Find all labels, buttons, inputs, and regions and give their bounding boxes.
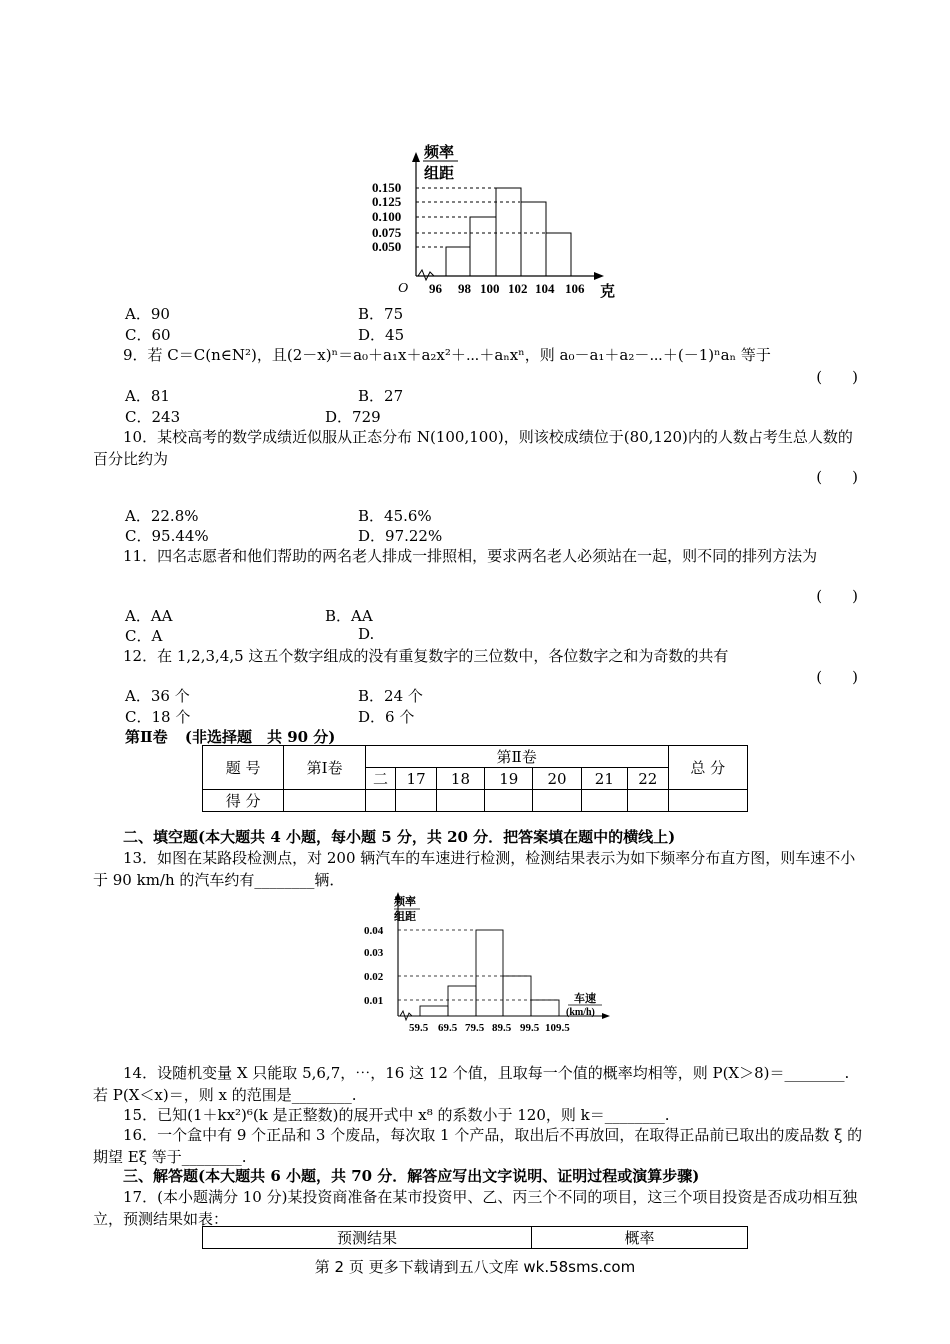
ylabel-bottom: 组距 <box>424 166 455 182</box>
section3-heading: 三、解答题(本大题共 6 小题，共 70 分．解答应写出文字说明、证明过程或演算步骤) <box>123 1167 700 1185</box>
ylabel-top: 频率 <box>394 896 416 908</box>
q14-stem: 14．设随机变量 X 只能取 5,6,7，⋯，16 这 12 个值，且取每一个值的概率均相等，则 P(X＞8)＝________.若 P(X＜x)＝，则 x 的范围是________. <box>93 1064 850 1104</box>
bar-96-98 <box>446 247 470 276</box>
q11-paren: ( ) <box>816 587 858 605</box>
prediction-table <box>202 1226 748 1249</box>
xtick: 98 <box>458 281 471 296</box>
ytick: 0.02 <box>364 971 384 983</box>
q11-stem: 11．四名志愿者和他们帮助的两名老人排成一排照相，要求两名老人必须站在一起，则不同的排列方法为 <box>123 547 818 565</box>
score-cell[interactable] <box>668 790 748 812</box>
score-sub: 二 <box>365 768 396 790</box>
q12-paren: ( ) <box>816 668 858 686</box>
score-th-juan1: 第Ⅰ卷 <box>284 746 365 790</box>
ylabel-top: 频率 <box>424 145 455 161</box>
q11-option-c: C．A <box>125 627 163 645</box>
q11-option-a: A．AA <box>125 607 173 625</box>
q10-option-d: D．97.22% <box>358 527 443 545</box>
origin-label: O <box>398 281 409 296</box>
ytick: 0.075 <box>372 225 402 240</box>
part2-title-b: (非选择题 共 90 分) <box>184 728 336 746</box>
q9-option-d: D．729 <box>325 408 381 426</box>
q9-option-b: B．27 <box>358 387 404 405</box>
bar-59-69 <box>420 1006 448 1016</box>
q8-option-a: A．90 <box>125 305 170 323</box>
q9-stem: 9．若 C＝C(n∈N²)，且(2－x)ⁿ＝a₀＋a₁x＋a₂x²＋⋯＋aₙxⁿ，则 a₀－a₁＋a₂－⋯＋(－1)ⁿaₙ 等于 <box>123 346 771 364</box>
bar-79-89 <box>476 930 503 1016</box>
q17-stem: 17．(本小题满分 10 分)某投资商准备在某市投资甲、乙、丙三个不同的项目，这三个项目投资是否成功相互独立，预测结果如表： <box>93 1188 858 1228</box>
page-footer: 第 2 页 更多下载请到五八文库 wk.58sms.com <box>314 1258 636 1276</box>
xtick: 100 <box>480 281 500 296</box>
ytick: 0.03 <box>364 947 384 959</box>
score-th-total: 总 分 <box>668 746 748 790</box>
score-cell[interactable] <box>365 790 396 812</box>
bar-99-109 <box>531 1000 559 1016</box>
q13-stem: 13．如图在某路段检测点，对 200 辆汽车的车速进行检测，检测结果表示为如下频率分布直方图，则车速不小于 90 km/h 的汽车约有________辆． <box>93 849 856 889</box>
bar-100-102 <box>496 188 521 276</box>
ylabel-bottom: 组距 <box>394 911 416 923</box>
ytick: 0.125 <box>372 194 402 209</box>
score-cell[interactable] <box>396 790 436 812</box>
score-sub: 22 <box>628 768 668 790</box>
xtick: 79.5 <box>465 1022 485 1034</box>
q16-stem: 16．一个盒中有 9 个正品和 3 个废品，每次取 1 个产品，取出后不再放回，在取得正品前已取出的废品数 ξ 的期望 Eξ 等于________. <box>93 1126 863 1166</box>
q12-option-a: A．36 个 <box>125 687 190 705</box>
ytick: 0.04 <box>364 925 384 937</box>
q8-option-b: B．75 <box>358 305 404 323</box>
xtick: 102 <box>508 281 528 296</box>
q15-stem: 15．已知(1＋kx²)⁶(k 是正整数)的展开式中 x⁸ 的系数小于 120，则 k＝________. <box>123 1106 670 1124</box>
pred-header-result: 预测结果 <box>203 1227 532 1249</box>
xlabel: 克 <box>600 284 616 300</box>
q12-option-d: D．6 个 <box>358 708 415 726</box>
score-sub: 19 <box>485 768 533 790</box>
q12-stem: 12．在 1,2,3,4,5 这五个数字组成的没有重复数字的三位数中，各位数字之和为奇数的共有 <box>123 647 729 665</box>
score-th-tihao: 题 号 <box>203 746 284 790</box>
score-row-defen: 得 分 <box>203 790 284 812</box>
q8-option-d: D．45 <box>358 326 405 344</box>
score-cell[interactable] <box>436 790 484 812</box>
q11-option-d: D. <box>358 625 375 643</box>
xtick: 69.5 <box>438 1022 458 1034</box>
score-cell[interactable] <box>533 790 581 812</box>
bar-69-79 <box>448 986 476 1016</box>
xtick: 104 <box>535 281 555 296</box>
q10-option-b: B．45.6% <box>358 507 432 525</box>
ytick: 0.050 <box>372 239 402 254</box>
q12-option-b: B．24 个 <box>358 687 423 705</box>
score-table <box>202 745 748 812</box>
score-th-juan2: 第Ⅱ卷 <box>365 746 668 768</box>
xtick: 89.5 <box>492 1022 512 1034</box>
q9-paren: ( ) <box>816 368 858 386</box>
score-sub: 17 <box>396 768 436 790</box>
q10-option-a: A．22.8% <box>125 507 199 525</box>
score-cell[interactable] <box>284 790 365 812</box>
q8-option-c: C．60 <box>125 326 171 344</box>
score-cell[interactable] <box>485 790 533 812</box>
bar-98-100 <box>470 217 496 276</box>
ytick: 0.150 <box>372 180 402 195</box>
xlabel-bottom: (km/h) <box>566 1007 595 1018</box>
score-sub: 21 <box>581 768 627 790</box>
histogram-speed <box>358 888 618 1036</box>
section2-heading: 二、填空题(本大题共 4 小题，每小题 5 分，共 20 分．把答案填在题中的横线上) <box>123 828 676 846</box>
pred-header-prob: 概率 <box>532 1227 748 1249</box>
q9-option-a: A．81 <box>125 387 170 405</box>
xtick: 109.5 <box>545 1022 570 1034</box>
q11-option-b: B．AA <box>325 607 373 625</box>
xtick: 96 <box>429 281 442 296</box>
xtick: 99.5 <box>520 1022 540 1034</box>
q10-stem: 10．某校高考的数学成绩近似服从正态分布 N(100,100)，则该校成绩位于(80,120)内的人数占考生总人数的百分比约为 <box>93 428 853 468</box>
bar-89-99 <box>503 976 531 1016</box>
part2-title <box>125 726 335 747</box>
q10-paren: ( ) <box>816 468 858 486</box>
xtick: 106 <box>565 281 585 296</box>
q9-option-c: C．243 <box>125 408 181 426</box>
score-cell[interactable] <box>628 790 668 812</box>
q12-option-c: C．18 个 <box>125 708 191 726</box>
q10-option-c: C．95.44% <box>125 527 209 545</box>
bar-104-106 <box>546 233 571 276</box>
score-cell[interactable] <box>581 790 627 812</box>
bar-102-104 <box>521 202 546 276</box>
xtick: 59.5 <box>409 1022 429 1034</box>
score-sub: 18 <box>436 768 484 790</box>
ytick: 0.100 <box>372 209 402 224</box>
score-sub: 20 <box>533 768 581 790</box>
part2-title-a: 第Ⅱ卷 <box>125 728 168 746</box>
ytick: 0.01 <box>364 995 384 1007</box>
xlabel-top: 车速 <box>574 993 596 1005</box>
histogram-weight <box>360 138 620 300</box>
